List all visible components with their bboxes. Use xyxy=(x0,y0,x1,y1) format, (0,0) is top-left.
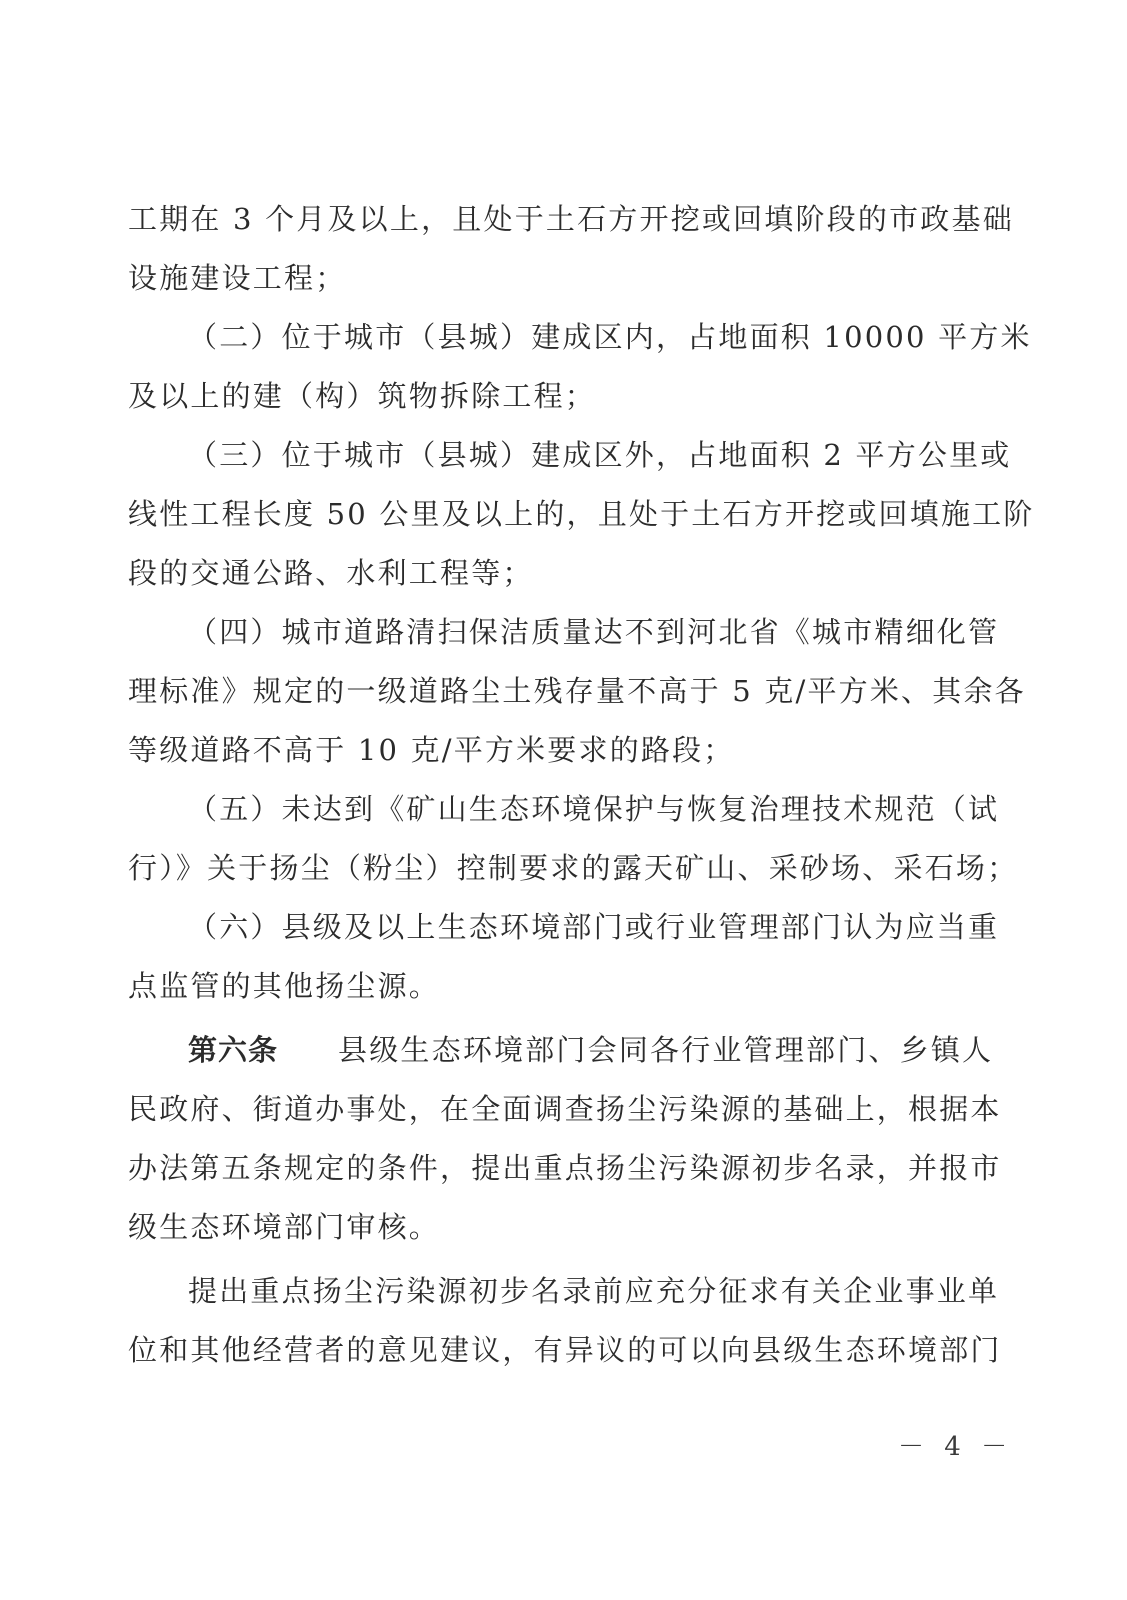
list-item-2-line: （二）位于城市（县城）建成区内，占地面积 10000 平方米 xyxy=(188,320,1032,354)
text-line: 位和其他经营者的意见建议，有异议的可以向县级生态环境部门 xyxy=(128,1333,1002,1367)
article-6-text: 县级生态环境部门会同各行业管理部门、乡镇人 xyxy=(338,1033,994,1067)
text-line: 办法第五条规定的条件，提出重点扬尘污染源初步名录，并报市 xyxy=(128,1151,1002,1185)
list-item-6-line: （六）县级及以上生态环境部门或行业管理部门认为应当重 xyxy=(188,910,1000,944)
text-line: 段的交通公路、水利工程等； xyxy=(128,556,534,590)
text-line: 线性工程长度 50 公里及以上的，且处于土石方开挖或回填施工阶 xyxy=(128,497,1035,531)
list-item-4-line: （四）城市道路清扫保洁质量达不到河北省《城市精细化管 xyxy=(188,615,1000,649)
article-label: 第六条 xyxy=(188,1033,279,1067)
text-line: 民政府、街道办事处，在全面调查扬尘污染源的基础上，根据本 xyxy=(128,1092,1002,1126)
text-line: 等级道路不高于 10 克/平方米要求的路段； xyxy=(128,733,735,767)
paragraph-first-line: 提出重点扬尘污染源初步名录前应充分征求有关企业事业单 xyxy=(188,1274,1000,1308)
list-item-5-line: （五）未达到《矿山生态环境保护与恢复治理技术规范（试 xyxy=(188,792,1000,826)
page-number: － 4 － xyxy=(898,1432,1014,1462)
article-6-first-line xyxy=(128,1021,994,1080)
text-line: 及以上的建（构）筑物拆除工程； xyxy=(128,379,597,413)
list-item-3-line: （三）位于城市（县城）建成区外，占地面积 2 平方公里或 xyxy=(188,438,1012,472)
text-line: 工期在 3 个月及以上，且处于土石方开挖或回填阶段的市政基础 xyxy=(128,202,1014,236)
text-line: 理标准》规定的一级道路尘土残存量不高于 5 克/平方米、其余各 xyxy=(128,674,1026,708)
text-line: 行）》关于扬尘（粉尘）控制要求的露天矿山、采砂场、采石场； xyxy=(128,851,1019,885)
text-line: 点监管的其他扬尘源。 xyxy=(128,969,441,1003)
text-line: 级生态环境部门审核。 xyxy=(128,1210,441,1244)
document-body xyxy=(128,190,1035,1380)
text-line: 设施建设工程； xyxy=(128,261,347,295)
